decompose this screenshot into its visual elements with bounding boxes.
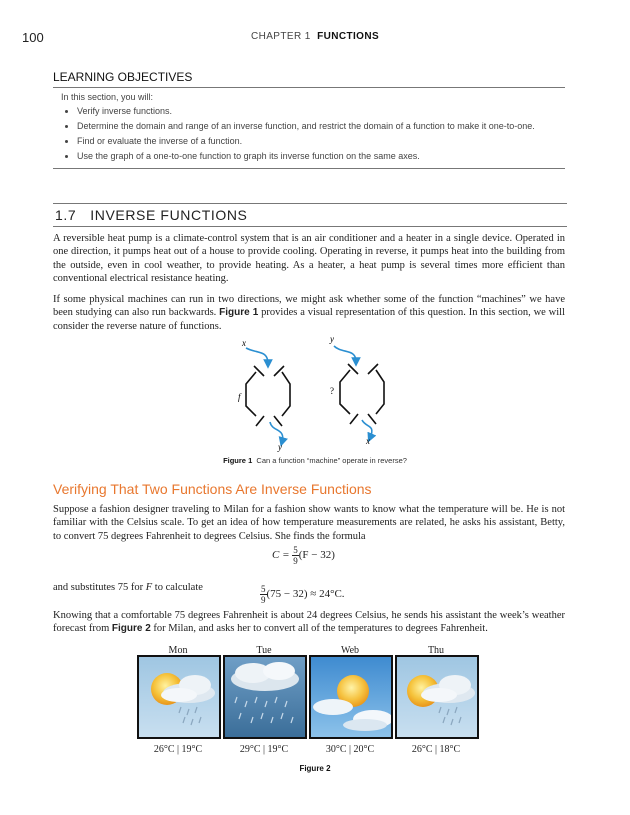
- figure-2-reference[interactable]: Figure 2: [111, 623, 151, 635]
- equation-rhs: (F − 32): [298, 549, 335, 562]
- reverse-machine: [340, 364, 384, 424]
- weather-tile-tue: [223, 655, 307, 739]
- figure-1-reference[interactable]: Figure 1: [219, 307, 259, 319]
- paragraph-text: provides a visual representation of this question. In this section, we will consider the reverse nature of functions.: [53, 307, 566, 332]
- equation-calculation: [260, 584, 345, 605]
- variable-f: F: [145, 582, 153, 593]
- paragraph-forecast: [53, 609, 565, 636]
- numerator: 5: [293, 545, 298, 555]
- day-label-web: Web: [340, 645, 360, 656]
- label-y-input: y: [330, 334, 334, 344]
- section-title: INVERSE FUNCTIONS: [90, 207, 248, 223]
- figure-1-caption: [0, 456, 630, 465]
- section-number: 1.7: [55, 207, 77, 223]
- numerator: 5: [261, 584, 266, 594]
- equation-celsius-formula: [272, 545, 335, 566]
- label-x-input: x: [242, 338, 246, 348]
- day-label-thu: Thu: [427, 645, 445, 656]
- page-number: 100: [22, 30, 44, 45]
- paragraph-text: for Milan, and asks her to convert all of the temperatures to degrees Fahrenheit.: [150, 623, 488, 635]
- label-f: f: [238, 392, 241, 402]
- sun-cloud-rain-icon: [397, 657, 477, 737]
- section-heading: [53, 203, 567, 227]
- label-x-output: x: [366, 436, 370, 446]
- function-machine-f: [246, 366, 290, 426]
- learning-objectives-title: LEARNING OBJECTIVES: [53, 70, 565, 88]
- learning-objectives-intro: In this section, you will:: [61, 92, 154, 102]
- paragraph-text: to calculate: [152, 582, 203, 593]
- weather-tile-thu: [395, 655, 479, 739]
- paragraph-text: Knowing that a comfortable 75 degrees Fahrenheit is about 24 degrees Celsius, he sends his assistant the week’s weather forecast from: [53, 610, 565, 635]
- denominator: 9: [261, 595, 266, 605]
- chapter-header: [0, 31, 630, 42]
- denominator: 9: [293, 556, 298, 566]
- sun-cloud-icon: [311, 657, 391, 737]
- temps-thu: 26°C | 18°C: [411, 744, 461, 755]
- learning-objective-item: • Use the graph of a one-to-one function to graph its inverse function on the same axes.: [77, 149, 565, 164]
- caption-text: Can a function “machine” operate in reverse?: [256, 456, 407, 465]
- figure-label: Figure 1: [223, 456, 253, 465]
- learning-objective-item: • Determine the domain and range of an inverse function, and restrict the domain of a function to make it one-to-one.: [77, 119, 565, 134]
- temps-web: 30°C | 20°C: [325, 744, 375, 755]
- input-arrow: [334, 346, 356, 362]
- temps-tue: 29°C | 19°C: [239, 744, 289, 755]
- day-label-mon: Mon: [168, 645, 188, 656]
- temps-mon: 26°C | 19°C: [153, 744, 203, 755]
- paragraph-text: and substitutes 75 for: [53, 582, 146, 593]
- paragraph-text: If some physical machines can run in two directions, we might ask whether some of the function “machines” we have been studying can also run backwards.: [53, 294, 565, 319]
- divider: [53, 168, 565, 169]
- day-label-tue: Tue: [256, 645, 272, 656]
- learning-objective-item: • Find or evaluate the inverse of a function.: [77, 134, 565, 149]
- paragraph-heat-pump: A reversible heat pump is a climate-control system that is an air conditioner and a heater in a single device. Operated in one direction, it pumps heat out of a house to provide cooling. Operating in reverse, it pumps heat into the building from the outside, even in cool weather, to provide heating. As a heater, a heat pump is several times more efficient than conventional electrical resistance heating.: [53, 233, 565, 284]
- input-arrow: [246, 348, 268, 364]
- learning-objectives-list: [53, 104, 565, 164]
- chapter-label: CHAPTER 1: [250, 31, 311, 42]
- subsection-heading: Verifying That Two Functions Are Inverse Functions: [53, 481, 372, 497]
- equation-rhs: (75 − 32) ≈ 24°C.: [266, 588, 345, 601]
- weather-tile-web: [309, 655, 393, 739]
- label-y-output: y: [278, 442, 282, 452]
- chapter-title: FUNCTIONS: [317, 31, 380, 42]
- label-question: ?: [330, 386, 334, 396]
- weather-tile-mon: [137, 655, 221, 739]
- equation-lhs: C =: [272, 549, 290, 562]
- learning-objectives-box: [53, 70, 565, 169]
- figure-2-caption: Figure 2: [299, 764, 331, 773]
- learning-objective-item: • Verify inverse functions.: [77, 104, 565, 119]
- cloud-rain-icon: [225, 657, 305, 737]
- sun-cloud-rain-icon: [139, 657, 219, 737]
- figure-1-machine-diagram: [220, 332, 400, 454]
- paragraph-fashion-designer: Suppose a fashion designer traveling to Milan for a fashion show wants to know what the temperature will be. He is not familiar with the Celsius scale. To get an idea of how temperature measurements are related, he asks his assistant, Betty, to convert 75 degrees Fahrenheit to degrees Celsius. She finds the formula: [53, 504, 565, 542]
- paragraph-function-machines: [53, 293, 565, 333]
